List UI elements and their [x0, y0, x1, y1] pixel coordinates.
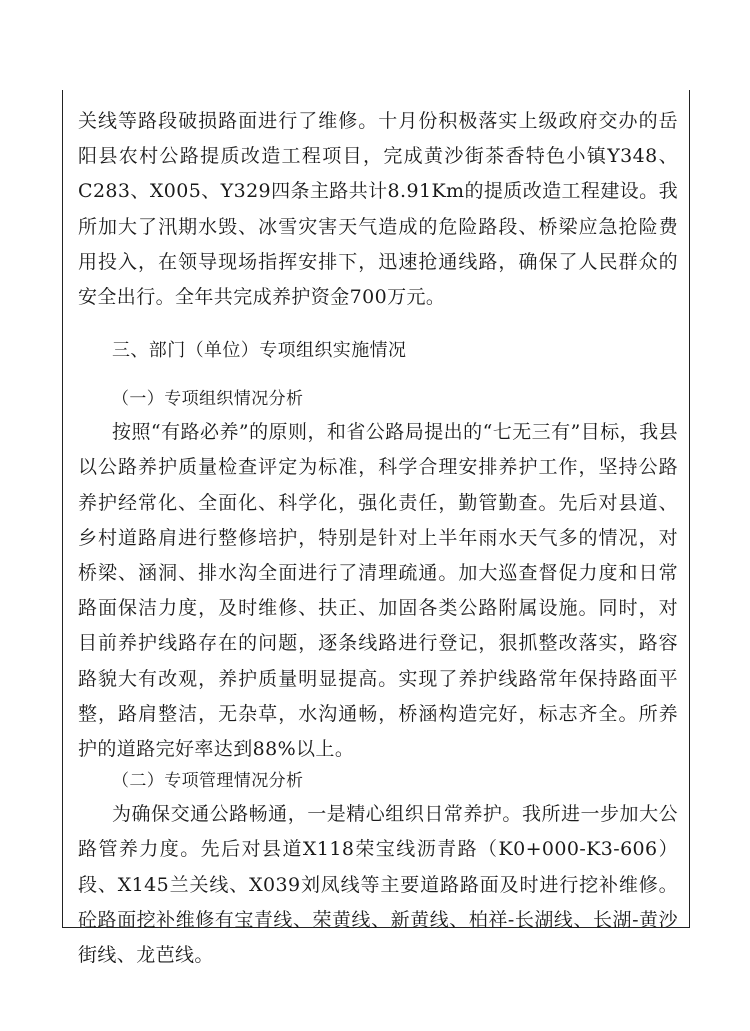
management-analysis-paragraph: 为确保交通公路畅通，一是精心组织日常养护。我所进一步加大公路管养力度。先后对县道X118荣宝线沥青路（K0+000-K3-606）段、X145兰关线、X039刘凤线等主要道路路面及时进行挖补维修。砼路面挖补维修有宝青线、荣黄线、新黄线、柏祥-长湖线、长湖-黄沙街线、龙芭线。: [78, 803, 678, 967]
subsection-heading-management: （二）专项管理情况分析: [112, 771, 304, 792]
organization-analysis-paragraph: 按照“有路必养”的原则，和省公路局提出的“七无三有”目标，我县以公路养护质量检查评定为标准，科学合理安排养护工作，坚持公路养护经常化、全面化、科学化，强化责任，勤管勤查。先后对县道、乡村道路肩进行整修培护，特别是针对上半年雨水天气多的情况，对桥梁、涵洞、排水沟全面进行了清理疏通。加大巡查督促力度和日常路面保洁力度，及时维修、扶正、加固各类公路附属设施。同时，对目前养护线路存在的问题，逐条线路进行登记，狠抓整改落实，路容路貌大有改观，养护质量明显提高。实现了养护线路常年保持路面平整，路肩整洁，无杂草，水沟通畅，桥涵构造完好，标志齐全。所养护的道路完好率达到88%以上。: [78, 421, 678, 761]
subsection-heading-organization: （一）专项组织情况分析: [112, 389, 304, 410]
document-body: [78, 104, 678, 973]
section-heading: 三、部门（单位）专项组织实施情况: [112, 340, 407, 362]
continuation-paragraph: 关线等路段破损路面进行了维修。十月份积极落实上级政府交办的岳阳县农村公路提质改造工程项目，完成黄沙街茶香特色小镇Y348、C283、X005、Y329四条主路共计8.91Km的提质改造工程建设。我所加大了汛期水毁、冰雪灾害天气造成的危险路段、桥梁应急抢险费用投入，在领导现场指挥安排下，迅速抢通线路，确保了人民群众的安全出行。全年共完成养护资金700万元。: [78, 110, 678, 309]
